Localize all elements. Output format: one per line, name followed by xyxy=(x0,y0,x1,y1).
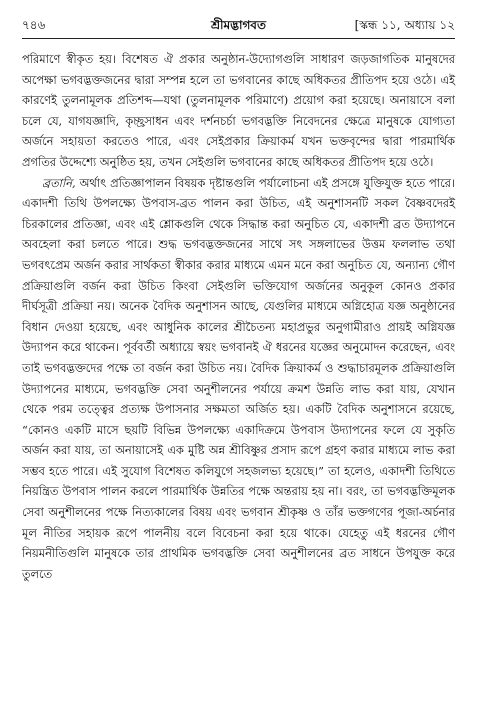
book-title: শ্রীমদ্ভাগবত xyxy=(210,18,266,32)
paragraph-text: পরিমাণে স্বীকৃত হয়। বিশেষত ঐ প্রকার অনুষ্ঠান-উদ্যোগগুলি সাধারণ জড়জাগতিক মানুষদের অপেক্ষা ভগবদ্ভক্তজনের দ্বারা সম্পন্ন হলে তা ভগবানের কাছে অধিকতর প্রীতিপদ হয়ে ওঠে। এই কারণেই তুলনামূলক প্রতিশব্দ—যথা (তুলনামূলক পরিমাণে) প্রয়োগ করা হয়েছে। অনায়াসে বলা চলে যে, যাগযজ্ঞাদি, কৃচ্ছ্রসাধন এবং দর্শনচর্চা ভগবদ্ভক্তি নিবেদনের ক্ষেত্রে মানুষকে যোগ্যতা অর্জনে সহায়তা করতেও পারে, এবং সেইপ্রকার ক্রিয়াকর্ম যখন ভক্তবৃন্দের দ্বারা পারমার্থিক প্রগতির উদ্দেশ্যে অনুষ্ঠিত হয়, তখন সেইগুলি ভগবানের কাছে অধিকতর প্রীতিপদ হয়ে ওঠে। xyxy=(22,52,455,169)
paragraph-lead: ব্রতানি, xyxy=(42,175,76,190)
page-body xyxy=(22,49,455,584)
paragraph xyxy=(22,173,455,585)
page-number: ৭৪৬ xyxy=(22,18,46,32)
header-divider xyxy=(22,38,455,39)
paragraph xyxy=(22,49,455,173)
paragraph-text: অর্থাৎ প্রতিজ্ঞাপালন বিষয়ক দৃষ্টান্তগুলি পর্যালোচনা এই প্রসঙ্গে যুক্তিযুক্ত হতে পারে। একাদশী তিথি উপলক্ষ্যে উপবাস-ব্রত পালন করা উচিত, এই অনুশাসনটি সকল বৈষ্ণবদেরই চিরকালের প্রতিজ্ঞা, এবং এই শ্লোকগুলি থেকে সিদ্ধান্ত করা অনুচিত যে, একাদশী ব্রত উদ্যাপনে অবহেলা করা চলতে পারে। শুদ্ধ ভগবদ্ভক্তজনের সাথে সৎ সঙ্গলাভের উত্তম ফললাভ তথা ভগবৎপ্রেম অর্জন করার সার্থকতা স্বীকার করার মাধ্যমে এমন মনে করা অনুচিত যে, অন্যান্য গৌণ প্রক্রিয়াগুলি বর্জন করা উচিত কিংবা সেইগুলি ভক্তিযোগ অর্জনের অনুকূল কোনও প্রকার দীর্ঘসূত্রী প্রক্রিয়া নয়। অনেক বৈদিক অনুশাসন আছে, যেগুলির মাধ্যমে অগ্নিহোত্র যজ্ঞ অনুষ্ঠানের বিধান দেওয়া হয়েছে, এবং আধুনিক কালের শ্রীচৈতন্য মহাপ্রভুর অনুগামীরাও প্রায়ই অগ্নিযজ্ঞ উদ্যাপন করে থাকেন। পূর্ববর্তী অধ্যায়ে স্বয়ং ভগবানই ঐ ধরনের যজ্ঞের অনুমোদন করেছেন, এবং তাই ভগবদ্ভক্তদের পক্ষে তা বর্জন করা উচিত নয়। বৈদিক ক্রিয়াকর্ম ও শুদ্ধাচারমূলক প্রক্রিয়াগুলি উদ্যাপনের মাধ্যমে, ভগবদ্ভক্তি সেবা অনুশীলনের পর্যায়ে ক্রমশ উন্নতি লাভ করা যায়, যেখান থেকে পরম তত্ত্বের প্রত্যক্ষ উপাসনার সক্ষমতা অর্জিত হয়। একটি বৈদিক অনুশাসনে রয়েছে, “কোনও একটি মাসে ছয়টি বিভিন্ন উপলক্ষ্যে একাদিক্রমে উপবাস উদ্যাপনের ফলে যে সুকৃতি অর্জন করা যায়, তা অনায়াসেই এক মুষ্টি অন্ন শ্রীবিষ্ণুর প্রসাদ রূপে গ্রহণ করার মাধ্যমে লাভ করা সম্ভব হতে পারে। এই সুযোগ বিশেষত কলিযুগে সহজলভ্য হয়েছে।” তা হলেও, একাদশী তিথিতে নিয়ন্ত্রিত উপবাস পালন করলে পারমার্থিক উন্নতির পক্ষে অন্তরায় হয় না। বরং, তা ভগবদ্ভক্তিমূলক সেবা অনুশীলনের পক্ষে নিত্যকালের বিষয় এবং ভগবান শ্রীকৃষ্ণ ও তাঁর ভক্তগণের পূজা-অর্চনার মূল নীতির সহায়ক রূপে পালনীয় বলে বিবেচনা করা হয়ে থাকে। যেহেতু এই ধরনের গৌণ নিয়মনীতিগুলি মানুষকে তার প্রাথমিক ভগবদ্ভক্তি সেবা অনুশীলনের ব্রত সাধনে উপযুক্ত করে তুলতে xyxy=(22,175,455,581)
page-header xyxy=(22,14,455,36)
chapter-reference: [স্কন্ধ ১১, অধ্যায় ১২ xyxy=(354,18,455,32)
